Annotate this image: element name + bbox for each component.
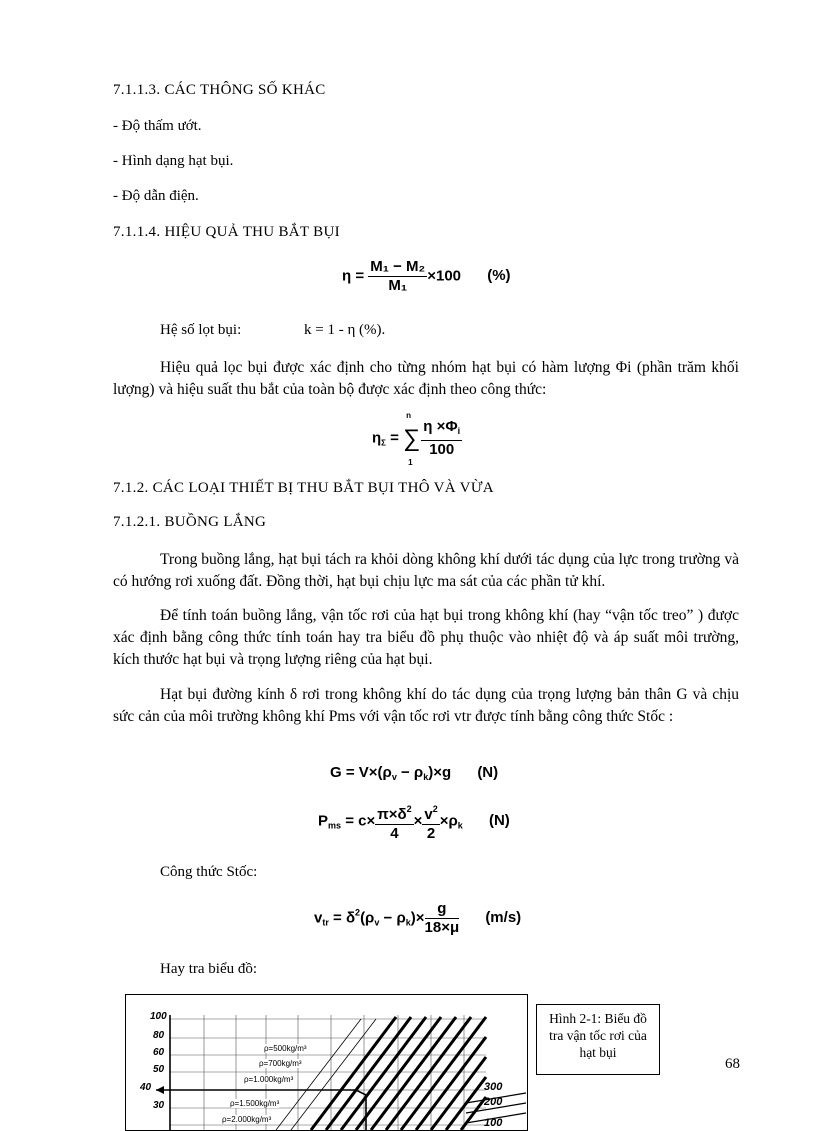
eq-sub: tr (322, 917, 329, 928)
chamber-paragraph-1: Trong buồng lắng, hạt bụi tách ra khỏi dòng không khí dưới tác dụng của lực trong trường và có hướng rơi xuống đất. Đồng thời, hạt bụi chịu lực ma sát của các phần tử khí. (113, 551, 739, 590)
eq-denominator: 18×μ (424, 919, 460, 936)
eq-numerator: η ×Φ (423, 418, 458, 435)
density-label: ρ=1.000kg/m³ (244, 1075, 294, 1084)
section-7121-title: 7.1.2.1. BUỒNG LẮNG (113, 514, 267, 530)
eq-sup: 2 (355, 907, 361, 918)
efficiency-equation (342, 258, 511, 295)
total-efficiency-equation: $\eta_\Sigma$ = n ∑ 1 $\frac{\eta \times\Phi_i}{100}$ (372, 410, 461, 467)
eq-denominator: 4 (390, 825, 399, 842)
eq-sub: k (423, 772, 429, 782)
y-tick: 40 (140, 1082, 152, 1093)
section-7114-title: 7.1.1.4. HIỆU QUẢ THU BẮT BỤI (113, 224, 340, 240)
eq-part: × (413, 812, 423, 830)
efficiency-paragraph: Hiệu quả lọc bụi được xác định cho từng nhóm hạt bụi có hàm lượng Φi (phần trăm khối lượng) và hiệu suất thu bắt của toàn bộ được xác định theo công thức: (113, 359, 739, 398)
y-tick: 50 (153, 1064, 165, 1075)
y-tick: 60 (153, 1047, 165, 1058)
section-712-title: 7.1.2. CÁC LOẠI THIẾT BỊ THU BẮT BỤI THÔ VÀ VỪA (113, 480, 494, 496)
density-label: ρ=2.000kg/m³ (222, 1115, 272, 1124)
stokes-equation (314, 900, 521, 937)
eq-sub: k (405, 917, 411, 928)
eq-lhs: η = (342, 267, 365, 285)
y-tick: 100 (150, 1011, 167, 1022)
eq-part: )× (410, 909, 425, 927)
eq-equals: = (390, 429, 399, 447)
density-label: ρ=500kg/m³ (264, 1044, 307, 1053)
density-label: ρ=700kg/m³ (259, 1059, 302, 1068)
eq-part: = c× (345, 812, 376, 830)
eq-unit: (%) (487, 267, 511, 285)
y-tick: 30 (153, 1100, 165, 1111)
page-number: 68 (725, 1056, 740, 1072)
leak-coefficient-formula: k = 1 - η (%). (304, 322, 386, 338)
right-scale-tick: 300 (484, 1081, 503, 1093)
leak-coefficient-label: Hệ số lọt bụi: (160, 322, 242, 338)
eq-sub: ms (328, 820, 342, 831)
density-label: ρ=1.500kg/m³ (230, 1099, 280, 1108)
section-7113-title: 7.1.1.3. CÁC THÔNG SỐ KHÁC (113, 82, 326, 98)
chart-graphic (126, 995, 527, 1130)
eq-lhs: P (318, 812, 329, 830)
right-scale-tick: 200 (484, 1096, 503, 1108)
eq-part: ×ρ (439, 812, 458, 830)
chamber-paragraph-3: Hạt bụi đường kính δ rơi trong không khí do tác dụng của trọng lượng bản thân G và chịu sức cản của môi trường không khí Pms với vận tốc rơi vtr được tính bằng công thức Stốc : (113, 686, 739, 725)
eq-sup: 2 (432, 804, 438, 814)
eq-sub: v (391, 772, 397, 782)
eq-part: = δ (333, 909, 356, 927)
eq-denominator: 100 (429, 441, 455, 458)
eq-numerator-sub: i (457, 426, 461, 436)
eq-part: (ρ (360, 909, 375, 927)
list-item: - Độ thấm ướt. (113, 118, 202, 134)
eq-part: − ρ (379, 909, 406, 927)
eq-sub: k (457, 820, 463, 831)
eq-part: )×g (428, 764, 452, 781)
y-tick: 80 (153, 1030, 165, 1041)
figure-caption: Hình 2-1: Biểu đồ tra vận tốc rơi của hạt bụi (536, 1004, 660, 1075)
eq-numerator: π×δ (377, 806, 407, 823)
eq-unit: (N) (488, 812, 510, 830)
gravity-equation (330, 764, 498, 782)
sum-lower-limit: 1 (408, 457, 413, 467)
eq-lhs: η (372, 429, 382, 447)
eq-lhs: v (314, 909, 323, 927)
eq-numerator: M₁ − M₂ (370, 258, 426, 275)
eq-unit: (m/s) (485, 909, 522, 927)
chamber-paragraph-2: Để tính toán buồng lắng, vận tốc rơi của hạt bụi trong không khí (hay “vận tốc treo” ) được xác định bằng công thức tính toán hay tra biểu đồ phụ thuộc vào nhiệt độ và áp suất môi trường, kích thước hạt bụi và trọng lượng riêng của hạt bụi. (113, 607, 739, 668)
eq-sup: 2 (406, 804, 412, 814)
eq-part: − ρ (396, 764, 424, 781)
list-item: - Độ dẫn điện. (113, 188, 199, 204)
eq-denominator: 2 (426, 825, 436, 842)
eq-numerator: g (425, 900, 460, 919)
list-item: - Hình dạng hạt bụi. (113, 153, 234, 169)
eq-unit: (N) (477, 764, 499, 781)
drag-equation (318, 800, 510, 843)
eq-sub: v (374, 917, 380, 928)
chart-intro: Hay tra biểu đồ: (160, 961, 258, 977)
eq-numerator: v (424, 806, 433, 823)
eq-part: G = V×(ρ (330, 764, 392, 781)
eq-tail: ×100 (427, 267, 462, 285)
sum-upper-limit: n (406, 410, 411, 420)
eq-denominator: M₁ (388, 277, 408, 294)
settling-velocity-chart (125, 994, 528, 1131)
stokes-label: Công thức Stốc: (160, 864, 258, 880)
right-scale-tick: 100 (484, 1117, 503, 1129)
